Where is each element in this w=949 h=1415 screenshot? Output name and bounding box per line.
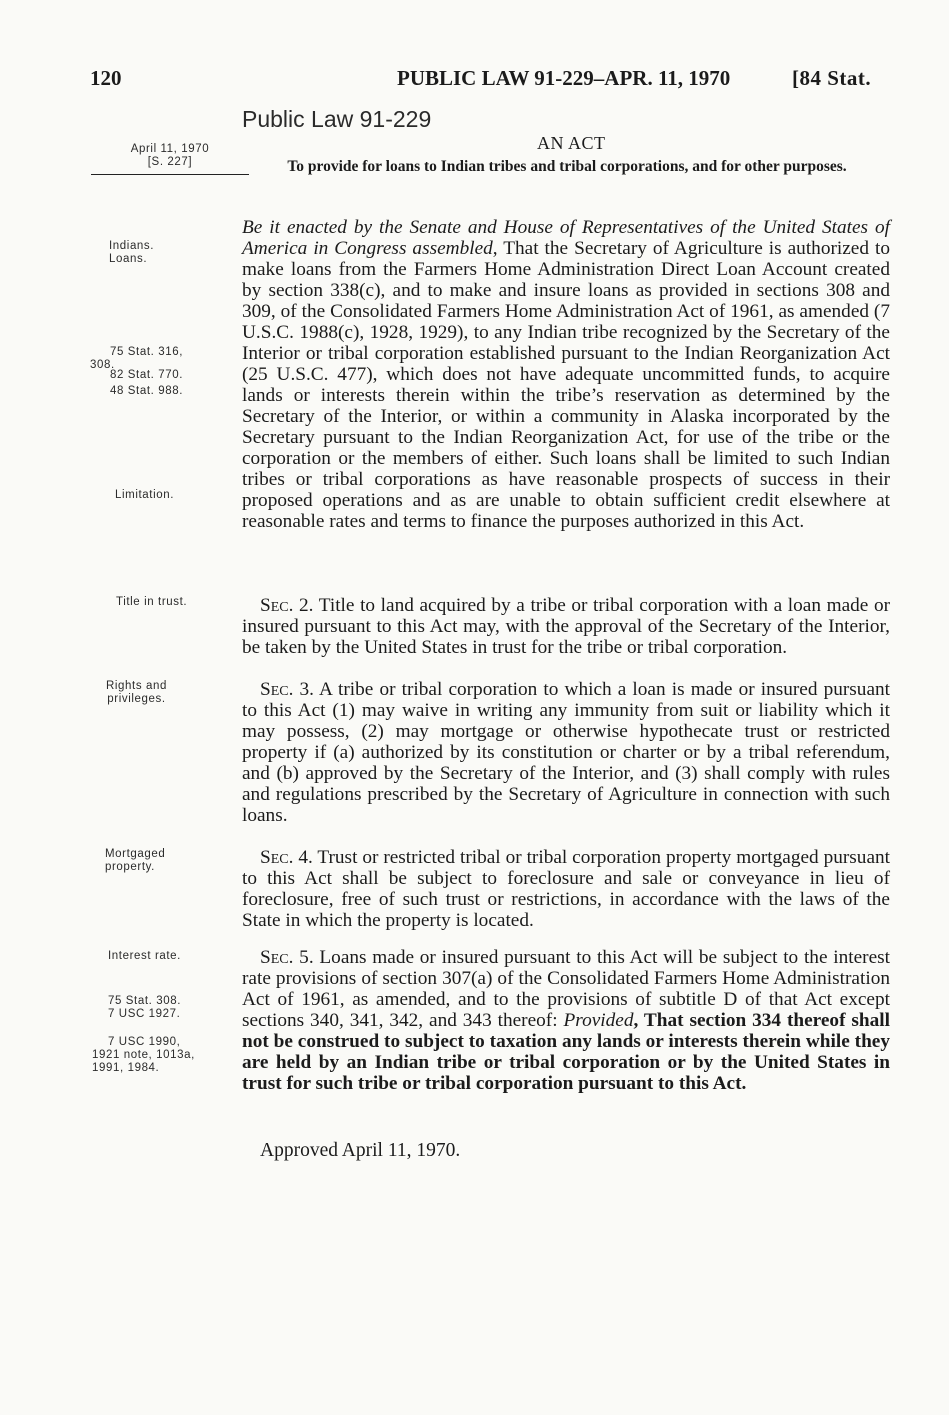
section-5-text-a: Loans made or insured pursuant to this Act will be subject to the interest rate provisions of section 307(a) of the Consolidated Farmers Home Administration Act of 1961, as amended, and to the provisions of subtitle D of that Act except sections 340, 341, 342, and 343 thereof: (242, 947, 891, 1031)
side-note-stat-a: 75 Stat. 316, (110, 346, 184, 358)
section-2-label: Sec. 2. (260, 595, 314, 616)
side-note-title-in-trust: Title in trust. (116, 596, 188, 608)
side-note-stat-c: 82 Stat. 770. (110, 369, 184, 381)
running-header (0, 66, 949, 96)
side-note-stat-d: 48 Stat. 988. (110, 385, 184, 397)
section-1-text: , That the Secretary of Agriculture is authorized to make loans from the Farmers Home Administration Direct Loan Account created by section 338(c), and to make and insure loans as provided in sections 308 and 309, of the Consolidated Farmers Home Administration Act of 1961, as amended (7 U.S.C. 1988(c), 1928, 1929), to any Indian tribe recognized by the Secretary of the Interior or tribal corporation established pursuant to the Indian Reorganization Act (25 U.S.C. 477), which does not have adequate uncommitted funds, to acquire lands or interests therein within the tribe’s reservation as determined by the Secretary of the Interior, or within a community in Alaska incorporated by the Secretary pursuant to the Indian Reorganization Act, for use of the tribe or the corporation or the members of either. Such loans shall be limited to such Indian tribes or tribal corporations as have reasonable prospects of success in their proposed operations and as are unable to obtain sufficient credit elsewhere at reasonable rates and terms to finance the purposes authorized in this Act. (242, 238, 890, 532)
law-title: Public Law 91-229 (242, 106, 432, 132)
side-note-mortgaged-line2: property. (105, 861, 155, 873)
date-note (91, 143, 249, 175)
section-3-text: A tribe or tribal corporation to which a loan is made or insured pursuant to this Act (1) may waive in writing any immunity from suit or liability which it may possess, (2) may mortgage or otherwise hypothecate trust or restricted property if (a) authorized by its constitution or charter or by a tribal referendum, and (b) approved by the Secretary of the Interior, and (3) shall comply with rules and regulations prescribed by the Secretary of Agriculture in connection with such loans. (242, 679, 891, 826)
side-note-stat-refs (90, 346, 183, 398)
side-note-mortgaged (105, 848, 165, 874)
side-note-usc-d: 1921 note, 1013a, (92, 1049, 195, 1061)
enacting-paragraph (242, 217, 890, 532)
page-number: 120 (90, 66, 122, 90)
section-4 (242, 847, 890, 931)
date-note-bill: [S. 227] (147, 156, 193, 168)
section-5-proviso: Provided (563, 1010, 634, 1031)
side-note-interest-rate: Interest rate. (108, 950, 181, 962)
section-4-label: Sec. 4. (260, 847, 313, 868)
side-note-rights-line2: privileges. (107, 693, 166, 705)
section-4-text: Trust or restricted tribal or tribal corporation property mortgaged pursuant to this Act shall be subject to foreclosure and sale or conveyance in lieu of foreclosure, free of such trust or restrictions, in accordance with the laws of the State in which the property is located. (242, 847, 890, 931)
section-2-text: Title to land acquired by a tribe or tribal corporation with a loan made or insured pursuant to this Act may, with the approval of the Secretary of the Interior, be taken by the United States in trust for the tribe or tribal corporation. (242, 595, 891, 658)
side-note-rights-line1: Rights and (106, 680, 167, 692)
act-purpose: To provide for loans to Indian tribes and tribal corporations, and for other purposes. (287, 158, 847, 175)
side-note-usc-c: 7 USC 1990, (108, 1036, 181, 1048)
act-heading: AN ACT (537, 133, 606, 153)
side-note-usc-a: 75 Stat. 308. (108, 995, 182, 1007)
section-5-label: Sec. 5. (260, 947, 314, 968)
section-3-label: Sec. 3. (260, 679, 315, 700)
side-note-indians-line1: Indians. (109, 240, 155, 252)
header-statute: [84 Stat. (792, 66, 872, 90)
approval-line: Approved April 11, 1970. (260, 1140, 461, 1161)
side-note-usc-e: 1991, 1984. (92, 1062, 160, 1074)
section-2 (242, 595, 890, 658)
side-note-rights (106, 680, 167, 706)
side-note-usc-refs-b (92, 1036, 195, 1075)
side-note-indians-line2: Loans. (109, 253, 148, 265)
section-5-text-b: , That section 334 thereof shall not be construed to subject to taxation any lands or interests therein while they are held by an Indian tribe or tribal corporation or by the United States in trust for such tribe or tribal corporation pursuant to this Act. (242, 1010, 890, 1094)
enacting-clause: Be it enacted by the Senate and House of Representatives of the United States of America in Congress assembled (242, 217, 890, 259)
side-note-mortgaged-line1: Mortgaged (105, 848, 166, 860)
side-note-usc-refs-a (108, 995, 181, 1021)
side-note-limitation: Limitation. (115, 489, 175, 501)
section-3 (242, 679, 890, 826)
date-note-rule (91, 174, 249, 175)
date-note-date: April 11, 1970 (130, 143, 210, 155)
header-citation: PUBLIC LAW 91-229–APR. 11, 1970 (397, 66, 731, 90)
section-5 (242, 947, 890, 1094)
side-note-stat-b: 308. (90, 359, 115, 371)
side-note-indians (109, 240, 154, 266)
side-note-usc-b: 7 USC 1927. (108, 1008, 181, 1020)
